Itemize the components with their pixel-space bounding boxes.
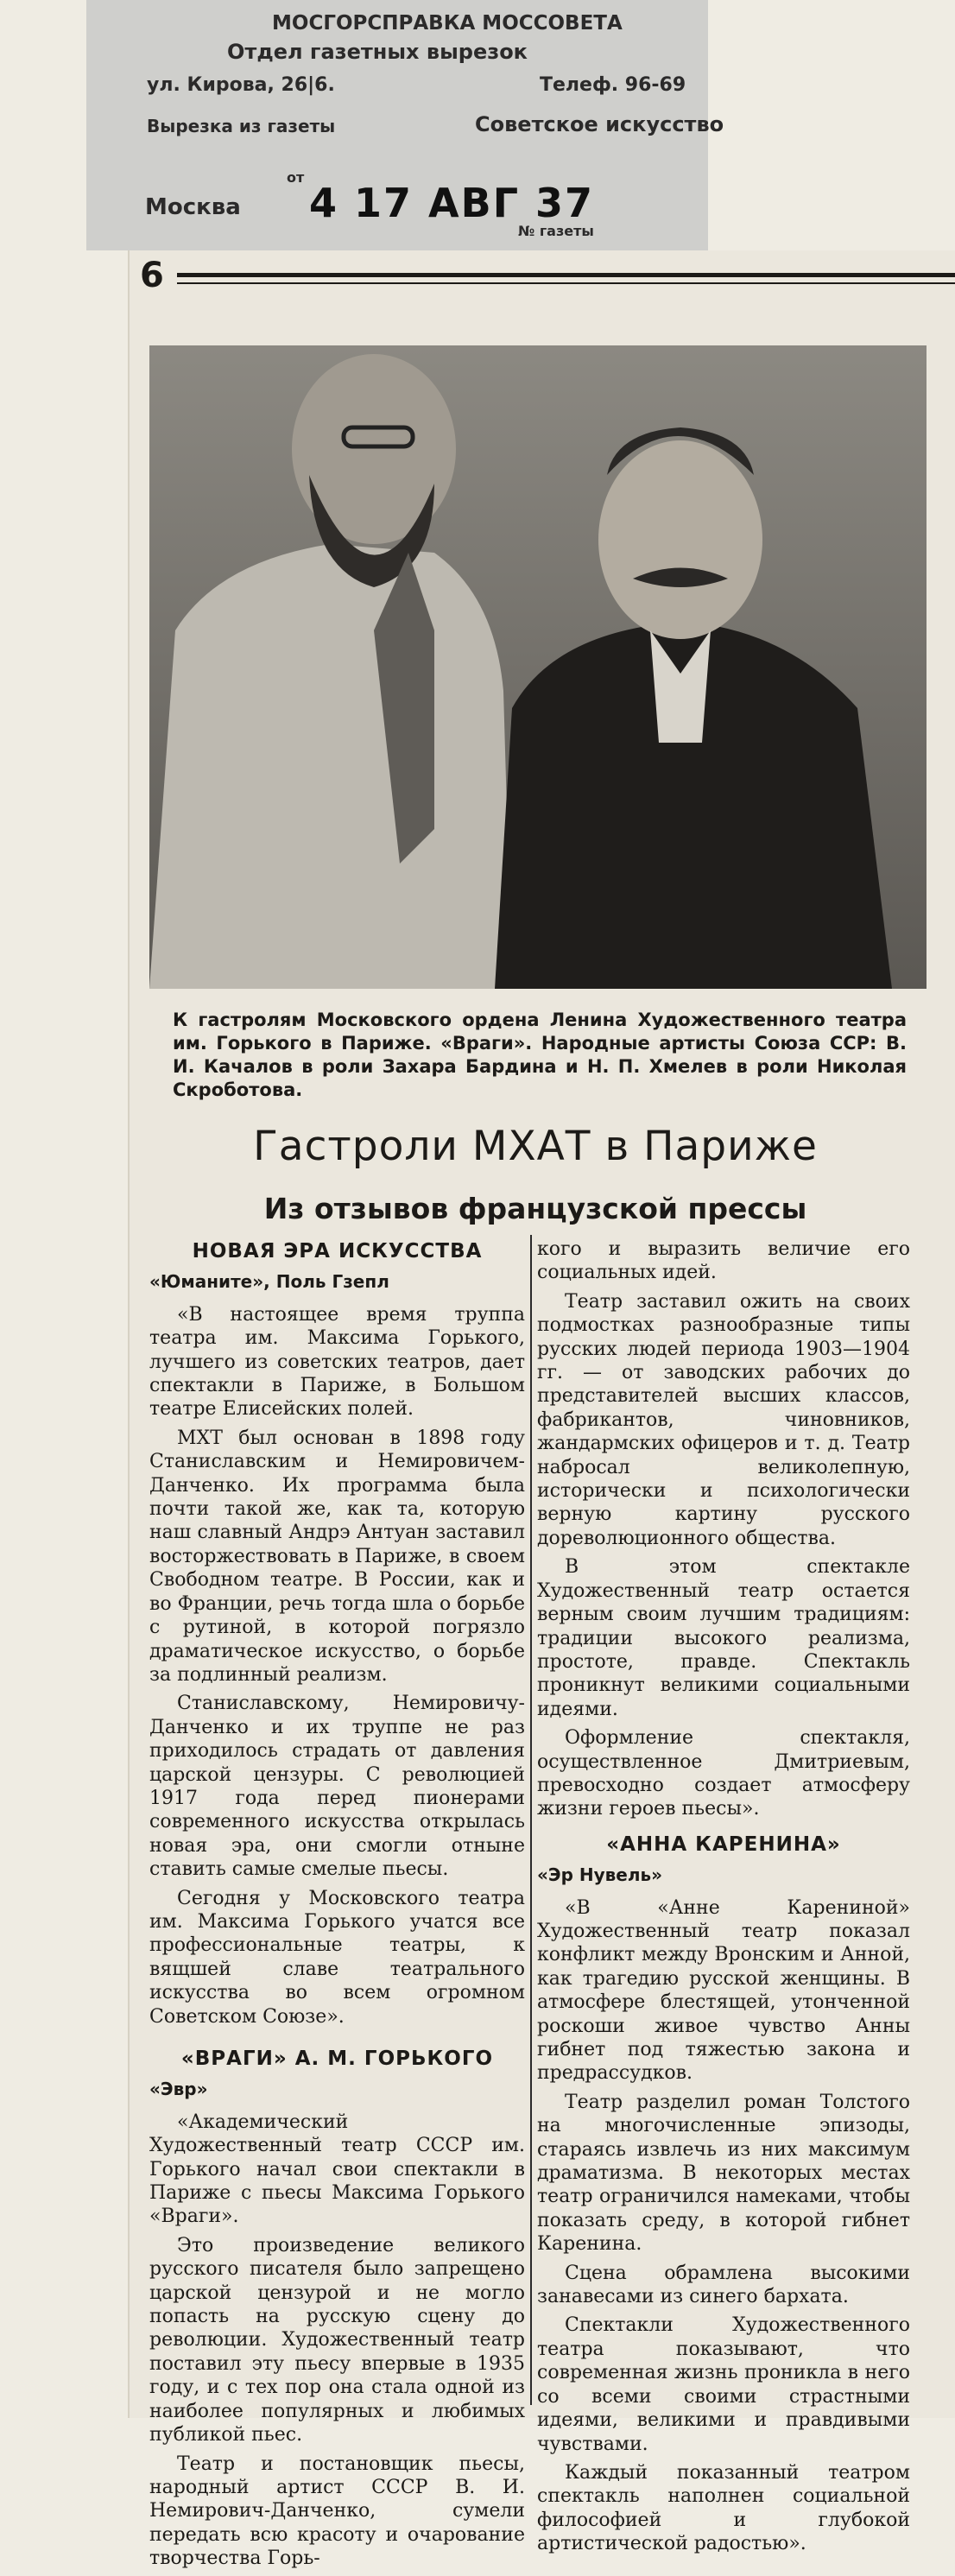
left-column: [149, 1235, 525, 2576]
paragraph: кого и выразить величие его социальных идей.: [537, 1238, 910, 1284]
paragraph: Спектакли Художественного театра показывают, что современная жизнь проникла в него со всеми своими страстными идеями, великими и правдивыми чувствами.: [537, 2314, 910, 2455]
paragraph: МХТ был основан в 1898 году Станиславским и Немировичем-Данченко. Их программа была почти такой же, как та, которую наш славный Андрэ Антуан заставил восторжествовать в Париже, в своем Свободном театре. В России, как и во Франции, речь тогда шла о борьбе с рутиной, в которой погрязло драматическое искусство, о борьбе за подлинный реализм.: [149, 1427, 526, 1686]
stamp-org: МОСГОРСПРАВКА МОССОВЕТА: [272, 12, 623, 35]
paragraph: Театр и постановщик пьесы, народный артист СССР В. И. Немирович-Данченко, сумели передать всю красоту и очарование творчества Горь-: [149, 2453, 525, 2570]
stamp-issue-no: № газеты: [518, 223, 594, 239]
stamp-from: от: [287, 169, 305, 186]
paragraph: «В «Анне Карениной» Художественный театр показал конфликт между Вронским и Анной, как трагедию русской женщины. В атмосфере блестящей, утонченной роскоши живое чувство Анны гибнет под тяжестью закона и предрассудков.: [537, 1896, 910, 2085]
paragraph: Театр разделил роман Толстого на многочисленные эпизоды, стараясь извлечь из них максимум драматизма. В некоторых местах театр ограничился намеками, чтобы показать среду, в которой гибнет Каренина.: [537, 2091, 910, 2256]
photo-actors: [149, 345, 927, 989]
paragraph: Каждый показанный театром спектакль наполнен социальной философией и глубокой артистической радостью».: [537, 2461, 910, 2555]
section-heading-anna-karenina: «АННА КАРЕНИНА»: [606, 1832, 841, 1856]
right-column: [537, 1237, 910, 2561]
photo-illustration: [149, 345, 927, 989]
top-rule: [177, 273, 955, 277]
paragraph: В этом спектакле Художественный театр остается верным своим лучшим традициям: традиции высокого реализма, простоте, правде. Спектакль проникнут великими социальными идеями.: [537, 1556, 910, 1720]
stamp-address: ул. Кирова, 26|6.: [147, 74, 335, 96]
page-number: 6: [140, 256, 164, 295]
stamp-newspaper: Советское искусство: [475, 112, 724, 136]
paragraph: Станиславскому, Немировичу-Данченко и их труппе не раз приходилось страдать от давления царской цензуры. С революцией 1917 года перед пионерами современного искусства открылась новая эра, они смогли отныне ставить самые смелые пьесы.: [149, 1693, 525, 1881]
paragraph: Оформление спектакля, осуществленное Дмитриевым, превосходно создает атмосферу жизни героев пьесы».: [537, 1727, 910, 1820]
stamp-clip-label: Вырезка из газеты: [147, 116, 336, 136]
top-rule-thin: [177, 282, 955, 284]
source-ere-nouvelle: «Эр Нувель»: [537, 1864, 663, 1886]
date-stamp: 4 17 АВГ 37: [309, 180, 595, 226]
article-title: Гастроли МХАТ в Париже: [253, 1123, 818, 1170]
stamp-city: Москва: [145, 194, 241, 220]
source-oeuvre: «Эвр»: [149, 2079, 208, 2100]
section-heading-new-era: НОВАЯ ЭРА ИСКУССТВА: [192, 1240, 483, 1263]
paragraph: Сегодня у Московского театра им. Максима Горького учатся все профессиональные театры, к вящшей славе театрального искусства во всем огромном Советском Союзе».: [149, 1887, 525, 2028]
section-heading-vragi: «ВРАГИ» А. М. ГОРЬКОГО: [180, 2048, 494, 2070]
source-humanite: «Юманите», Поль Гзепл: [149, 1271, 389, 1293]
article-subtitle: Из отзывов французской прессы: [263, 1192, 807, 1225]
paragraph: Это произведение великого русского писателя было запрещено царской цензурой и не могло попасть на русскую сцену до революции. Художественный театр поставил эту пьесу впервые в 1935 году, и с тех пор она стала одной из наиболее популярных и любимых публикой пьес.: [149, 2234, 525, 2446]
paragraph: Сцена обрамлена высокими занавесами из синего бархата.: [537, 2262, 910, 2308]
paragraph: «Академический Художественный театр СССР им. Горького начал свои спектакли в Париже с пьесы Максима Горького «Враги».: [149, 2111, 525, 2228]
paragraph: «В настоящее время труппа театра им. Максима Горького, лучшего из советских театров, дает спектакли в Париже, в Большом театре Елисейских полей.: [149, 1303, 525, 1421]
paragraph: Театр заставил ожить на своих подмостках разнообразные типы русских людей периода 1903—1904 гг. — от заводских рабочих до представителей высших классов, фабрикантов, чиновников, жандармских офицеров и т. д. Театр набросал великолепную, исторически и психологически верную картину русского дореволюционного общества.: [537, 1290, 910, 1549]
stamp-phone: Телеф. 96-69: [540, 74, 686, 96]
clipping-label: [86, 0, 724, 250]
stamp-dept: Отдел газетных вырезок: [227, 40, 528, 64]
photo-caption: К гастролям Московского ордена Ленина Художественного театра им. Горького в Париже. «Враги». Народные артисты Союза ССР: В. И. Качалов в роли Захара Бардина и Н. П. Хмелев в роли Николая Скроботова.: [173, 1010, 907, 1100]
column-divider: [530, 1235, 532, 2405]
